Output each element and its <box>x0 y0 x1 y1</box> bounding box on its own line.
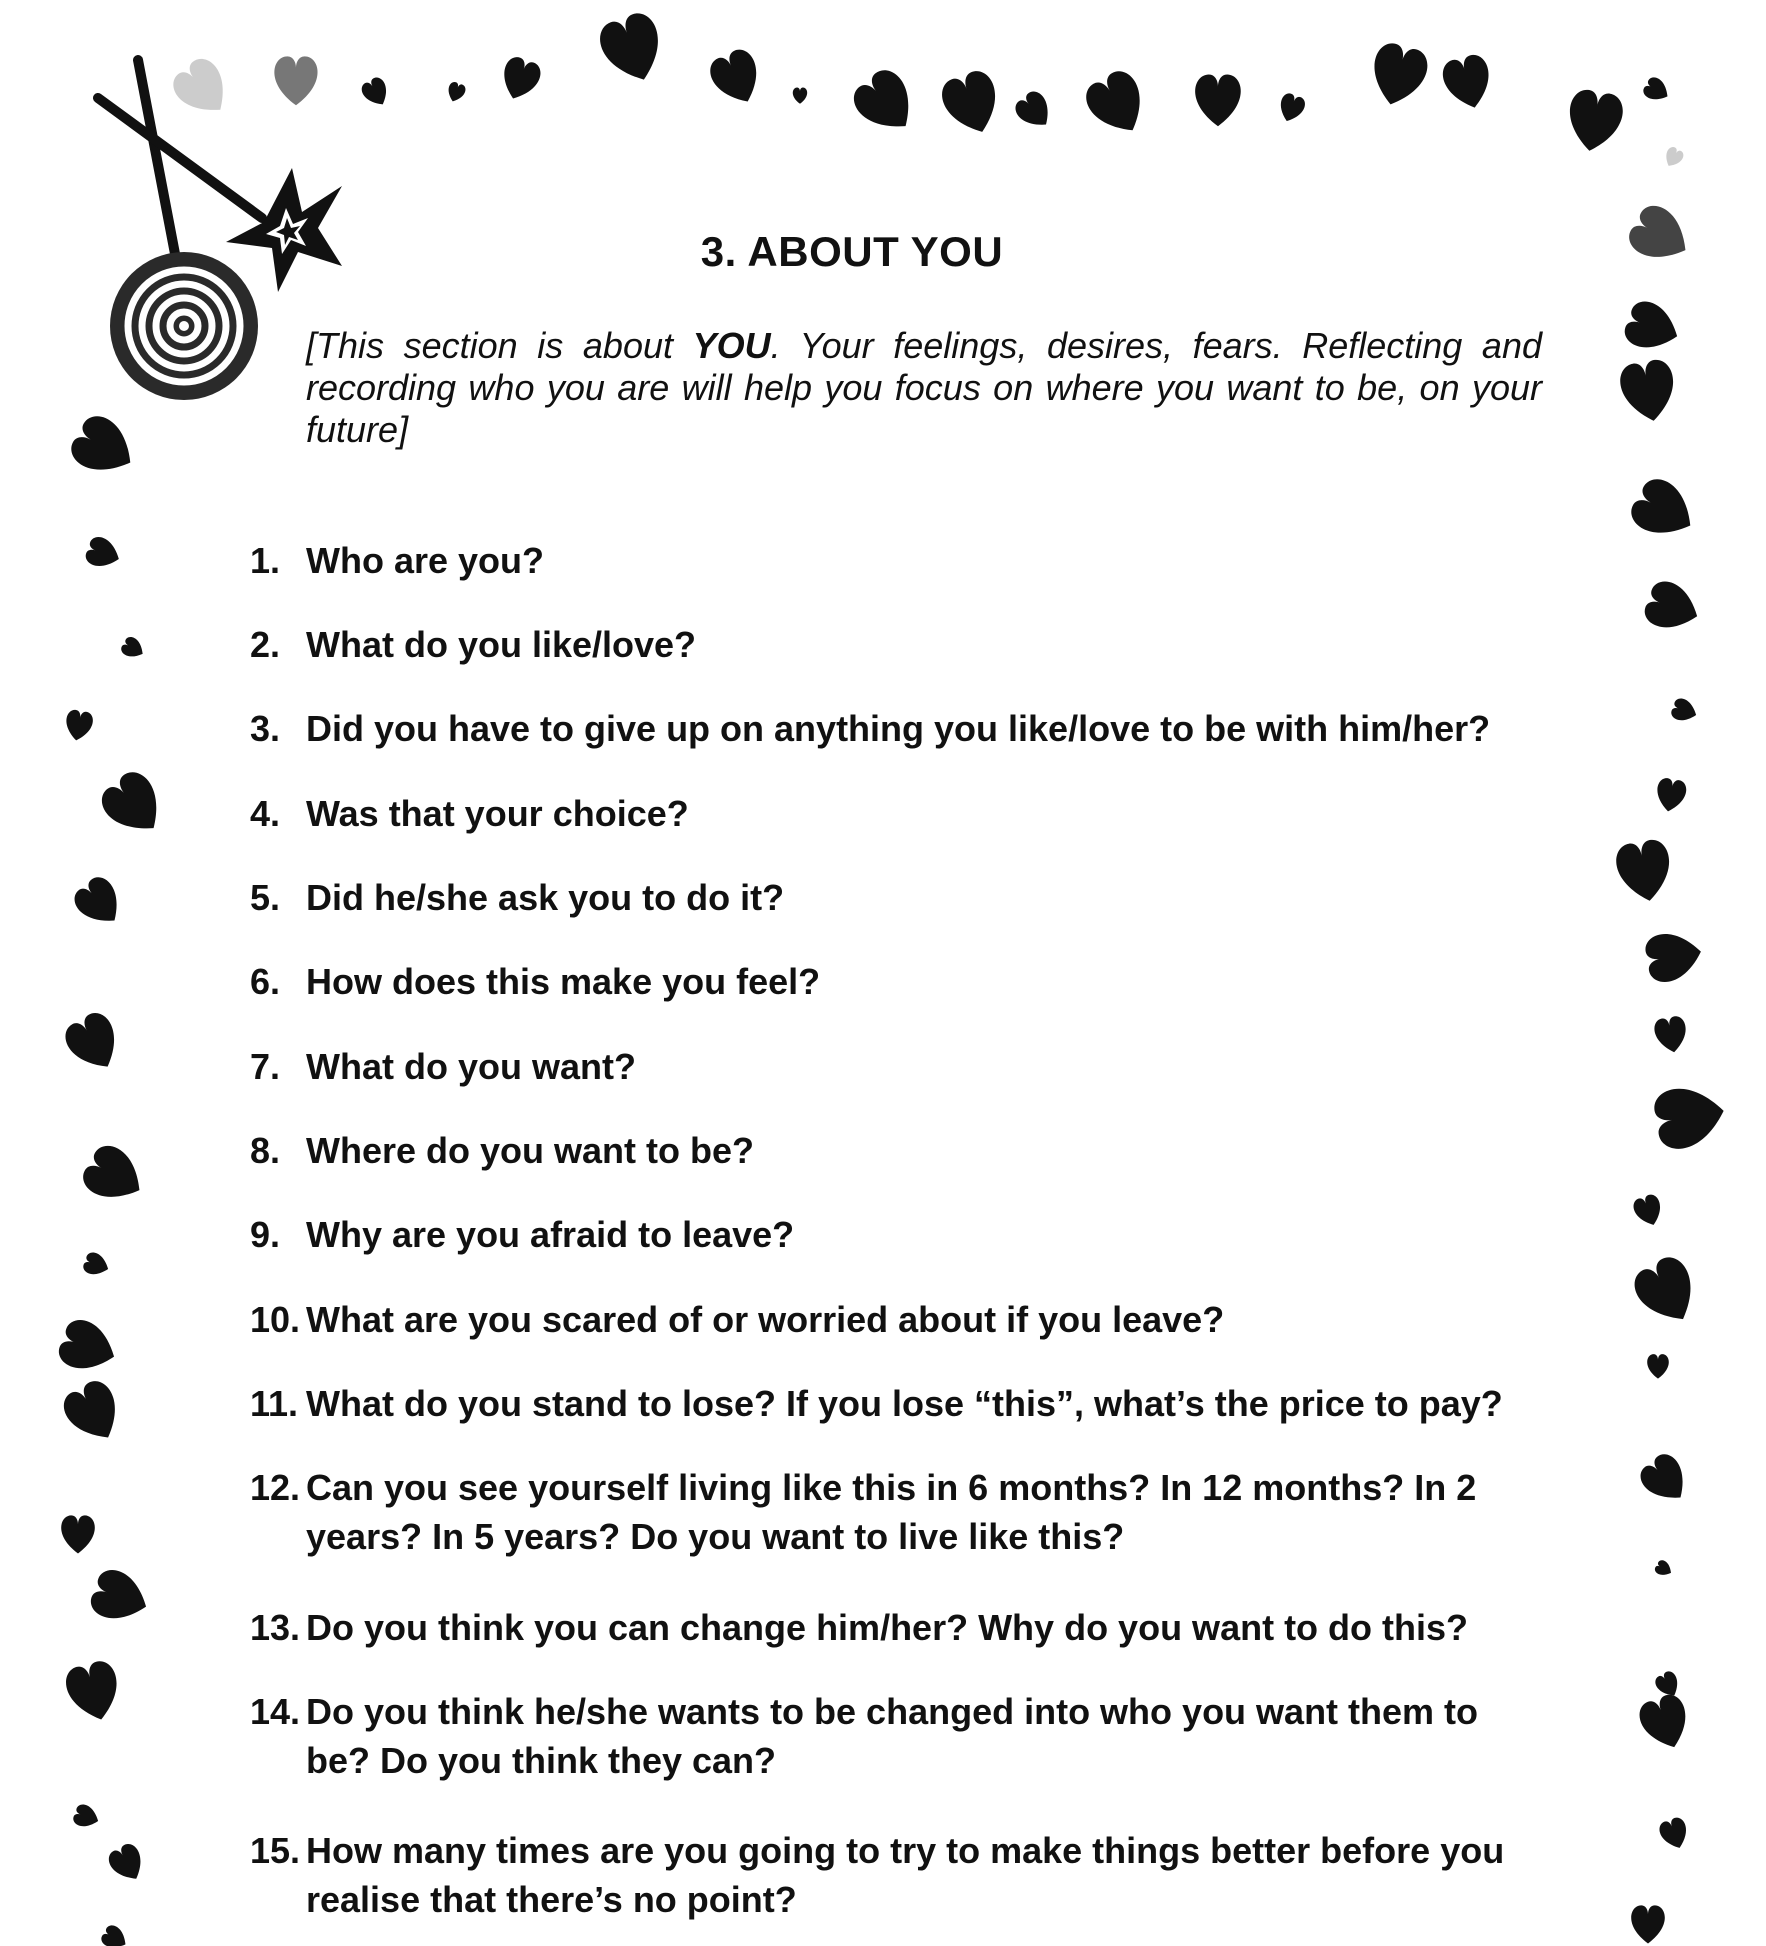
question-item <box>250 789 1550 838</box>
question-text: Do you think he/she wants to be changed into who you want them to be? Do you think they can? <box>306 1691 1479 1781</box>
question-text: Where do you want to be? <box>306 1130 754 1171</box>
question-number: 2. <box>250 624 281 665</box>
question-item <box>250 873 1550 922</box>
question-number: 5. <box>250 877 281 918</box>
question-text: Do you think you can change him/her? Why do you want to do this? <box>306 1607 1469 1648</box>
question-number: 6. <box>250 961 281 1002</box>
question-item <box>250 1210 1550 1259</box>
question-number: 4. <box>250 793 281 834</box>
page-title: 3. ABOUT YOU <box>700 228 1004 275</box>
heart-icon <box>55 410 174 1946</box>
intro-text-start: This section is about <box>316 325 693 366</box>
question-number: 3. <box>250 708 281 749</box>
question-text: What do you want? <box>306 1046 636 1087</box>
question-text: How many times are you going to try to make things better before you realise that there’s no point? <box>306 1830 1505 1920</box>
question-number: 13. <box>250 1607 301 1648</box>
question-item <box>250 1463 1550 1561</box>
spiral-icon <box>128 270 240 382</box>
question-item <box>250 704 1550 753</box>
intro-text-end: . Your feelings, desires, fears. Reflecting and recording who you are will help you focus on where you want to be, on your future <box>306 325 1542 450</box>
question-text: How does this make you feel? <box>306 961 821 1002</box>
question-item <box>250 1042 1550 1091</box>
question-number: 8. <box>250 1130 281 1171</box>
question-item <box>250 1295 1550 1344</box>
question-number: 15. <box>250 1830 301 1871</box>
question-text: Why are you afraid to leave? <box>306 1214 795 1255</box>
question-text: What are you scared of or worried about if you leave? <box>306 1299 1225 1340</box>
question-text: Was that your choice? <box>306 793 689 834</box>
question-item <box>250 1126 1550 1175</box>
question-item <box>250 1826 1550 1924</box>
question-item <box>250 1603 1550 1652</box>
question-number: 11. <box>250 1383 299 1424</box>
intro-emphasis: YOU <box>692 325 771 366</box>
question-text: Did you have to give up on anything you like/love to be with him/her? <box>306 708 1491 749</box>
question-item <box>250 536 1550 585</box>
question-item <box>250 1379 1550 1428</box>
question-item <box>250 1687 1550 1785</box>
question-number: 9. <box>250 1214 281 1255</box>
question-number: 12. <box>250 1467 301 1508</box>
question-number: 7. <box>250 1046 281 1087</box>
heart-icon <box>167 8 1673 155</box>
section-intro <box>306 325 1542 451</box>
question-text: What do you like/love? <box>306 624 697 665</box>
question-text: What do you stand to lose? If you lose “this”, what’s the price to pay? <box>306 1383 1503 1424</box>
intro-open-bracket: [ <box>306 325 317 366</box>
heart-icon <box>1613 145 1729 1943</box>
question-text: Did he/she ask you to do it? <box>306 877 785 918</box>
intro-close-bracket: ] <box>398 409 409 450</box>
question-text: Can you see yourself living like this in 6 months? In 12 months? In 2 years? In 5 years? Do you want to live like this? <box>306 1467 1477 1557</box>
question-number: 10. <box>250 1299 301 1340</box>
question-text: Who are you? <box>306 540 545 581</box>
question-number: 1. <box>250 540 281 581</box>
question-number: 14. <box>250 1691 301 1732</box>
question-item <box>250 957 1550 1006</box>
question-item <box>250 620 1550 669</box>
